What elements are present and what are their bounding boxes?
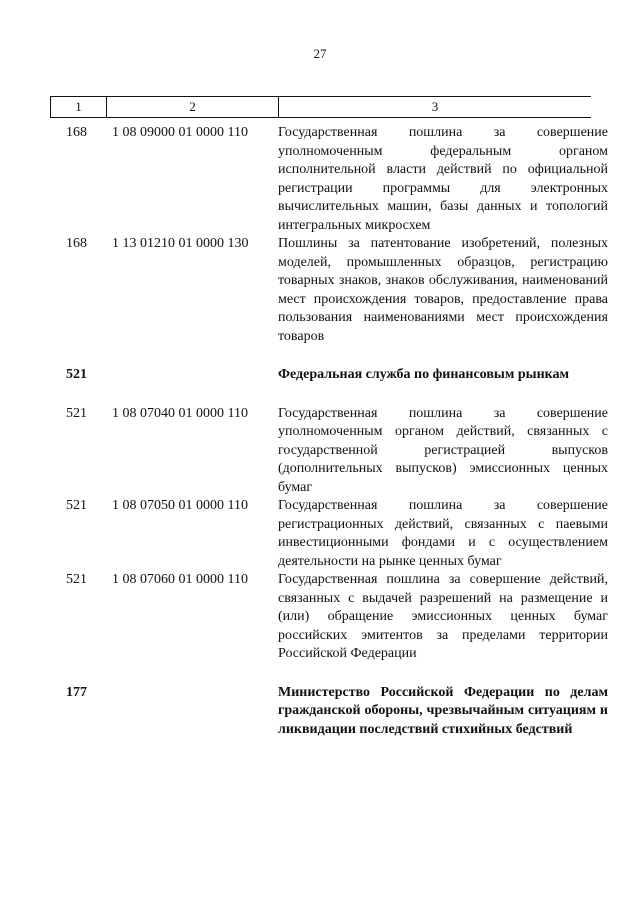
row-description: Государственная пошлина за совершение уполномоченным федеральным органом исполнительной власти действий по официальной регистрации программы для электронных вычислительных машин, базы данных и топологий интегральных микросхем	[278, 125, 608, 233]
table-row-section	[0, 366, 640, 385]
row-description: Государственная пошлина за совершение регистрационных действий, связанных с паевыми инвестиционными фондами и с осуществлением деятельности на рынке ценных бумаг	[278, 498, 608, 569]
table-row	[0, 124, 640, 235]
table-row	[0, 405, 640, 498]
admin-code: 521	[66, 405, 87, 421]
admin-code: 168	[66, 236, 87, 251]
budget-code: 1 08 07040 01 0000 110	[112, 405, 248, 421]
admin-code: 168	[66, 125, 87, 140]
budget-code: 1 13 01210 01 0000 130	[112, 236, 249, 251]
column-header-2: 2	[107, 97, 279, 117]
table-row	[0, 235, 640, 346]
admin-code: 521	[66, 498, 87, 513]
table-row	[0, 497, 640, 571]
column-header-1: 1	[51, 97, 107, 117]
row-description: Государственная пошлина за совершение уполномоченным органом действий, связанных с государственной регистрацией выпусков (дополнительных выпусков) эмиссионных ценных бумаг	[278, 405, 608, 495]
column-header-3: 3	[431, 99, 439, 114]
admin-code: 521	[66, 367, 87, 382]
page-number: 27	[313, 46, 327, 61]
budget-code: 1 08 07060 01 0000 110	[112, 572, 248, 587]
row-description: Пошлины за патентование изобретений, полезных моделей, промышленных образцов, регистрацию товарных знаков, знаков обслуживания, наименований мест происхождения товаров, предоставление права пользования наименованиями мест происхождения товаров	[278, 236, 608, 344]
table-row-section	[0, 684, 640, 740]
budget-code: 1 08 07050 01 0000 110	[112, 498, 248, 513]
table-body	[0, 124, 640, 739]
admin-code: 521	[66, 572, 87, 587]
section-title: Федеральная служба по финансовым рынкам	[278, 367, 570, 382]
table-header	[50, 96, 591, 118]
admin-code: 177	[66, 684, 87, 700]
budget-code: 1 08 09000 01 0000 110	[112, 125, 248, 140]
table-row	[0, 571, 640, 664]
row-description: Государственная пошлина за совершение действий, связанных с выдачей разрешений на размещение и (или) обращение эмиссионных ценных бумаг российских эмитентов за пределами территории Российской Федерации	[278, 572, 608, 661]
section-title: Министерство Российской Федерации по делам гражданской обороны, чрезвычайным ситуациям и ликвидации последствий стихийных бедствий	[278, 684, 608, 737]
